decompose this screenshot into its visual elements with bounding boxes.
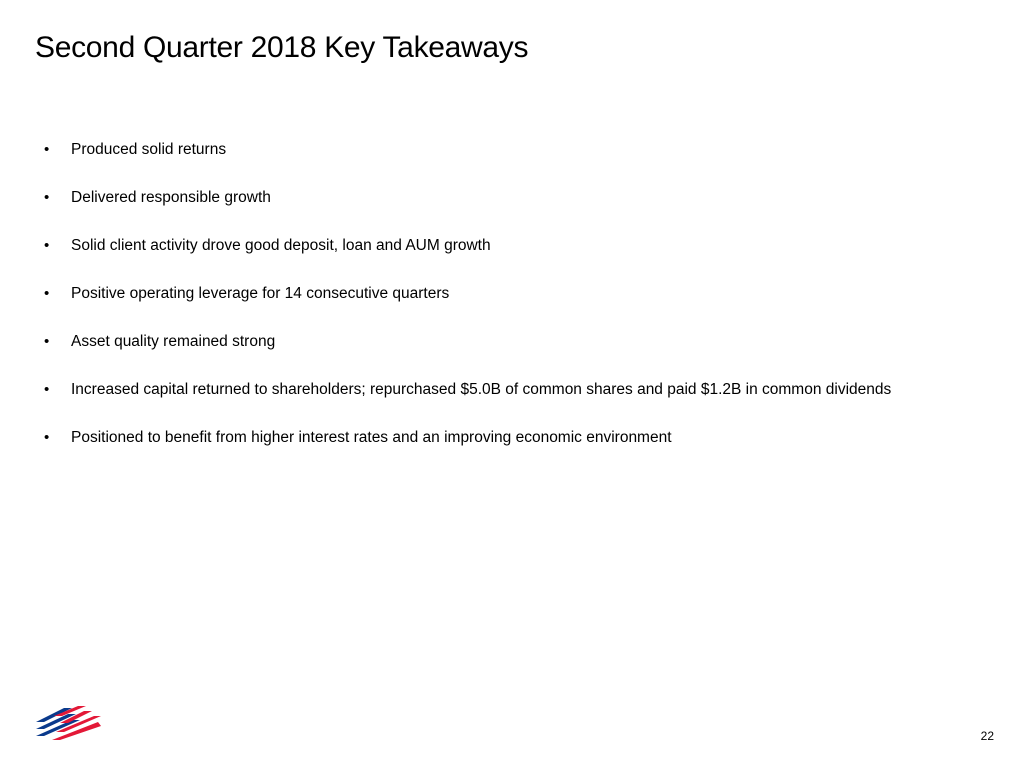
bullet-icon: • bbox=[44, 381, 50, 398]
list-item bbox=[44, 378, 1004, 426]
bullet-icon: • bbox=[44, 285, 50, 302]
list-item bbox=[44, 282, 1004, 330]
bullet-text: Positive operating leverage for 14 consecutive quarters bbox=[71, 285, 450, 302]
bullet-icon: • bbox=[44, 141, 50, 158]
list-item bbox=[44, 426, 1004, 474]
bullet-text: Solid client activity drove good deposit, loan and AUM growth bbox=[71, 237, 491, 254]
bullet-text: Increased capital returned to shareholders; repurchased $5.0B of common shares and paid $1.2B in common dividends bbox=[71, 381, 892, 398]
list-item bbox=[44, 234, 1004, 282]
flag-logo-icon bbox=[34, 706, 102, 742]
list-item bbox=[44, 138, 1004, 186]
bullet-icon: • bbox=[44, 189, 50, 206]
list-item bbox=[44, 330, 1004, 378]
bullet-text: Produced solid returns bbox=[71, 141, 227, 158]
list-item bbox=[44, 186, 1004, 234]
bullet-icon: • bbox=[44, 237, 50, 254]
page-title: Second Quarter 2018 Key Takeaways bbox=[35, 31, 529, 64]
takeaways-list bbox=[44, 138, 1004, 474]
bullet-text: Delivered responsible growth bbox=[71, 189, 271, 206]
page-number: 22 bbox=[980, 729, 994, 743]
bullet-icon: • bbox=[44, 333, 50, 350]
bullet-icon: • bbox=[44, 429, 50, 446]
bullet-text: Asset quality remained strong bbox=[71, 333, 276, 350]
bullet-text: Positioned to benefit from higher interest rates and an improving economic environment bbox=[71, 429, 672, 446]
